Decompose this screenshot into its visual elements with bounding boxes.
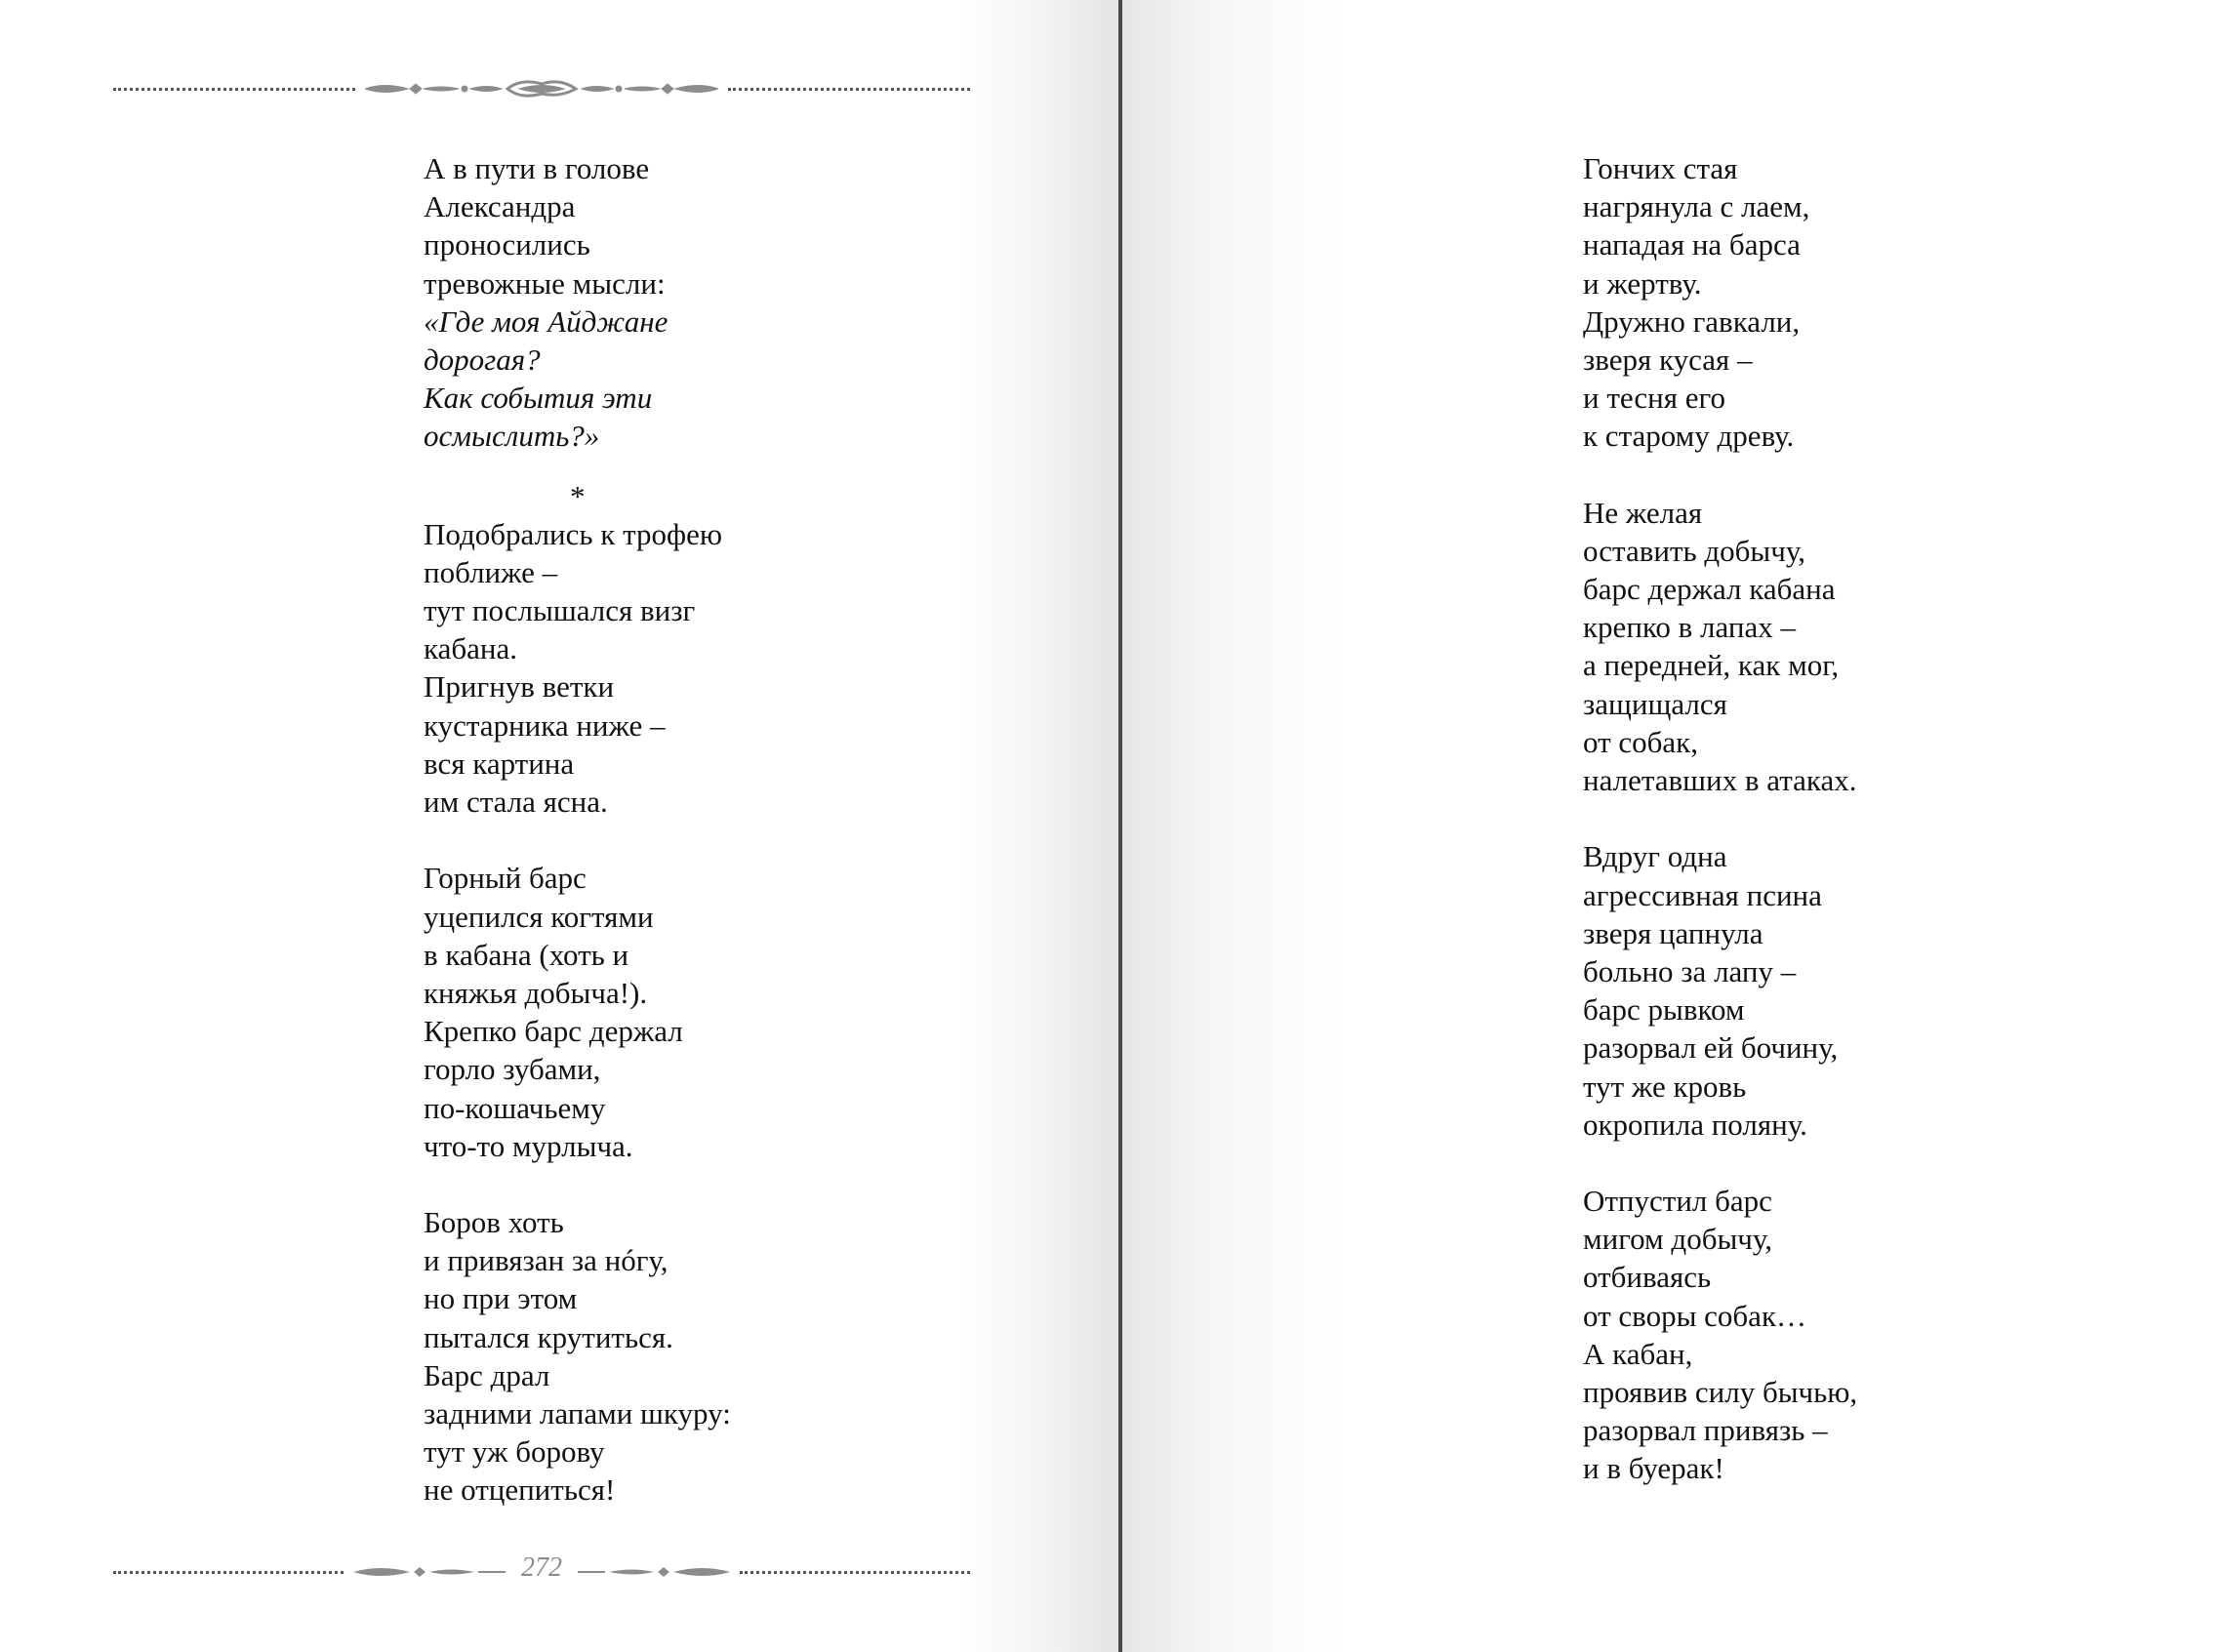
verse-line: мигом добычу, [1583, 1222, 1773, 1257]
verse-line-italic: Как события эти [424, 381, 653, 416]
verse-line: Александра [424, 189, 576, 224]
verse-line: от собак, [1583, 724, 1698, 759]
verse-line: налетавших в атаках. [1583, 763, 1857, 797]
verse-line: вся картина [424, 745, 575, 781]
verse-line: и жертву. [1583, 265, 1702, 301]
verse-line-italic: «Где моя Айджане [424, 303, 669, 339]
verse-line: Дружно гавкали, [1583, 303, 1801, 339]
dotted-rule-right [728, 88, 970, 91]
dotted-rule-left [113, 88, 355, 91]
verse-line: барс рывком [1583, 992, 1745, 1027]
verse-line: Горный барс [424, 861, 587, 896]
verse-line: Пригнув ветки [424, 669, 615, 705]
verse-line: Крепко барс держал [424, 1014, 683, 1049]
verse-line-italic: осмыслить?» [424, 419, 600, 454]
verse-line: проносились [424, 227, 590, 262]
verse-line: и в буерак! [1583, 1451, 1724, 1486]
verse-line: тут уж борову [424, 1434, 605, 1470]
verse-line: горло зубами, [424, 1052, 601, 1087]
verse-line: нападая на барса [1583, 227, 1801, 262]
verse-line: а передней, как мог, [1583, 648, 1840, 683]
verse-line: кустарника ниже – [424, 707, 666, 743]
left-poem [424, 149, 731, 1510]
verse-line: разорвал ей бочину, [1583, 1030, 1839, 1066]
verse-line: кабана. [424, 631, 517, 666]
verse-line: Вдруг одна [1583, 839, 1727, 874]
verse-line: Боров хоть [424, 1205, 564, 1240]
verse-line: княжья добыча!). [424, 975, 648, 1010]
verse-line: тут послышался визг [424, 593, 696, 628]
verse-line: Отпустил барс [1583, 1184, 1772, 1219]
flourish-icon [365, 74, 718, 103]
verse-line: и тесня его [1583, 381, 1725, 416]
verse-line: защищался [1583, 686, 1727, 721]
verse-line: уцепился когтями [424, 899, 654, 934]
verse-line: Подобрались к трофею [424, 516, 723, 551]
verse-line: по-кошачьему [424, 1090, 606, 1125]
verse-line: отбиваясь [1583, 1260, 1712, 1295]
verse-line: поближе – [424, 554, 558, 589]
verse-line: разорвал привязь – [1583, 1413, 1828, 1448]
verse-line: А в пути в голове [424, 151, 650, 185]
verse-line: барс держал кабана [1583, 572, 1836, 607]
verse-line: больно за лапу – [1583, 953, 1797, 988]
verse-line: им стала ясна. [424, 785, 608, 819]
verse-line: Не желая [1583, 495, 1703, 530]
verse-line: окропила поляну. [1583, 1107, 1807, 1142]
verse-line: тревожные мысли: [424, 265, 666, 301]
verse-line: Гончих стая [1583, 151, 1738, 185]
verse-line: что-то мурлыча. [424, 1128, 633, 1163]
verse-line: но при этом [424, 1281, 578, 1316]
verse-line-italic: дорогая? [424, 342, 541, 377]
verse-line: к старому древу. [1583, 419, 1795, 454]
verse-line: нагрянула с лаем, [1583, 189, 1810, 224]
right-poem [1583, 149, 1857, 1488]
verse-line: от своры собак… [1583, 1298, 1807, 1333]
verse-line: задними лапами шкуру: [424, 1396, 731, 1430]
verse-line: в кабана (хоть и [424, 937, 629, 972]
verse-line: оставить добычу, [1583, 533, 1805, 568]
verse-line: Барс драл [424, 1357, 550, 1392]
verse-line: тут же кровь [1583, 1068, 1747, 1104]
page-number: 272 [521, 1552, 562, 1583]
verse-line: зверя цапнула [1583, 915, 1763, 950]
verse-line: А кабан, [1583, 1336, 1693, 1371]
verse-line: проявив силу бычью, [1583, 1375, 1858, 1409]
top-ornament [113, 74, 970, 103]
stanza-separator: * [570, 478, 586, 513]
verse-line: агрессивная псина [1583, 877, 1822, 912]
verse-line: и привязан за нóгу, [424, 1243, 669, 1278]
verse-line: зверя кусая – [1583, 342, 1753, 377]
verse-line: не отцепиться! [424, 1472, 616, 1508]
verse-line: пытался крутиться. [424, 1319, 673, 1354]
verse-line: крепко в лапах – [1583, 610, 1796, 645]
